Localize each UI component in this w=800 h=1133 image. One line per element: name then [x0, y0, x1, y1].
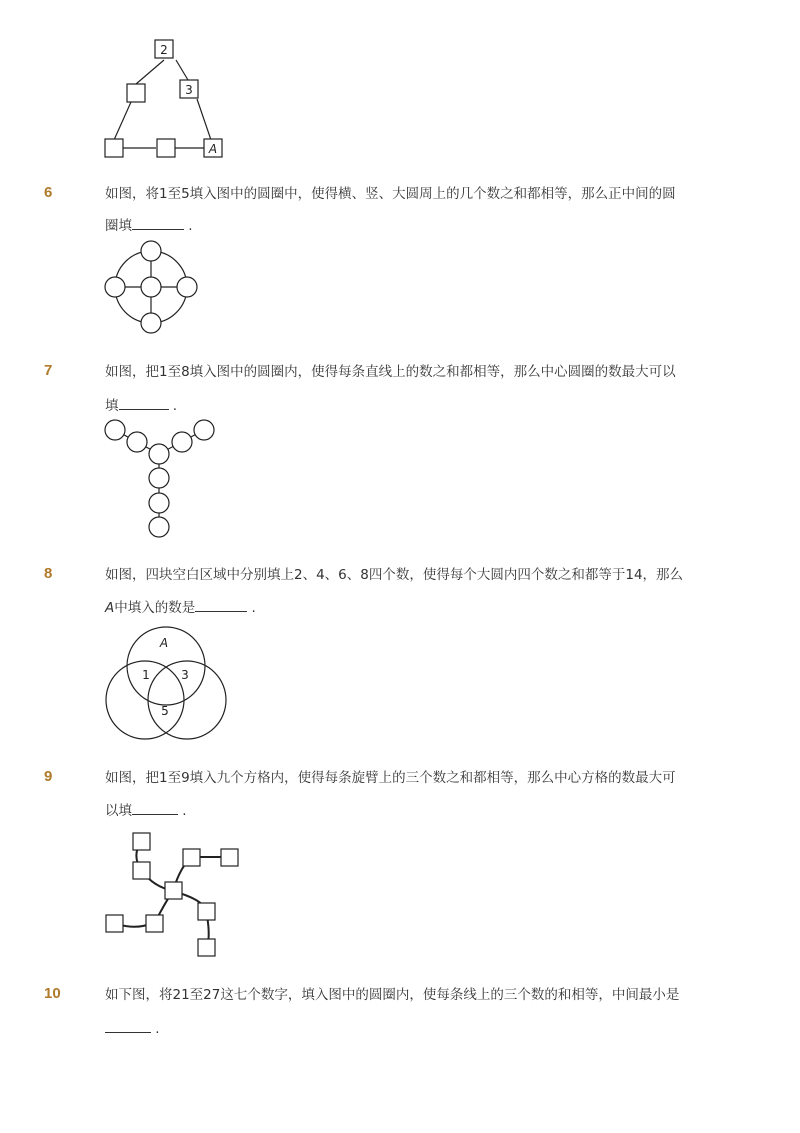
box-mid-right-label: 3 [185, 83, 193, 97]
question-8-text: 如图，四块空白区域中分别填上2、4、6、8四个数，使得每个大圆内四个数之和都等于14，那么 [105, 567, 684, 583]
venn-label-bottom: 5 [161, 704, 169, 718]
answer-blank [119, 395, 169, 410]
question-6-text: 如图，将1至5填入图中的圆圈中，使得横、竖、大圆周上的几个数之和都相等，那么正中间的圆 [105, 186, 676, 202]
question-10-suffix: . [155, 1021, 160, 1037]
triangle-figure [100, 36, 230, 160]
circle-center [141, 277, 161, 297]
venn-label-top: A [159, 636, 169, 650]
box-arm4-outer [106, 915, 123, 932]
question-6-suffix: . [188, 218, 193, 234]
box-bottom-left [105, 139, 123, 157]
circle-stem-2 [149, 493, 169, 513]
circle-stem-1 [149, 468, 169, 488]
question-6-number: 6 [44, 184, 53, 201]
spiral-arms-figure [100, 822, 245, 962]
answer-blank [132, 800, 178, 815]
question-9-number: 9 [44, 768, 53, 785]
venn-figure [100, 620, 235, 745]
question-7-text-line2 [105, 395, 177, 416]
box-bottom-right-label: A [208, 142, 218, 156]
box-arm2-outer [221, 849, 238, 866]
question-10-text: 如下图，将21至27这七个数字，填入图中的圆圈内，使每条线上的三个数的和相等，中间最小是 [105, 987, 680, 1003]
venn-label-left: 1 [142, 668, 150, 682]
y-shape-figure [100, 416, 220, 542]
question-7-text: 如图，把1至8填入图中的圆圈内，使得每条直线上的数之和都相等，那么中心圆圈的数最大可以 [105, 364, 676, 380]
answer-blank [105, 1018, 151, 1033]
venn-label-right: 3 [181, 668, 189, 682]
box-top-label: 2 [160, 43, 168, 57]
circle-arm-right-outer [194, 420, 214, 440]
cross-circle-figure [100, 238, 210, 338]
question-8-text-line2 [105, 597, 256, 618]
circle-arm-right-inner [172, 432, 192, 452]
circle-center [149, 444, 169, 464]
answer-blank [195, 597, 247, 612]
box-mid-left [127, 84, 145, 102]
question-8-variable: A [105, 600, 115, 616]
question-7-suffix: . [172, 398, 178, 414]
question-6-text-line2 [105, 215, 193, 236]
circle-right [177, 277, 197, 297]
circle-arm-left-inner [127, 432, 147, 452]
box-arm1-outer [133, 833, 150, 850]
question-7-number: 7 [44, 362, 53, 379]
question-9-text-line2 [105, 800, 187, 821]
box-arm4-inner [146, 915, 163, 932]
question-10-number: 10 [44, 985, 61, 1002]
question-7-prefix: 填 [105, 398, 119, 414]
question-9-prefix: 以填 [105, 803, 132, 819]
box-center [165, 882, 182, 899]
circle-top [141, 241, 161, 261]
answer-blank [132, 215, 184, 230]
question-10-text-line2 [105, 1018, 160, 1039]
question-9-text: 如图，把1至9填入九个方格内，使得每条旋臂上的三个数之和都相等，那么中心方格的数最大可 [105, 770, 676, 786]
box-arm1-inner [133, 862, 150, 879]
question-8-suffix: . [251, 600, 256, 616]
circle-left [105, 277, 125, 297]
circle-bottom [141, 313, 161, 333]
question-8-prefix: 中填入的数是 [114, 600, 196, 616]
circle-arm-left-outer [105, 420, 125, 440]
box-arm3-outer [198, 939, 215, 956]
circle-stem-3 [149, 517, 169, 537]
question-6-prefix: 圈填 [105, 218, 132, 234]
box-arm2-inner [183, 849, 200, 866]
question-9-suffix: . [182, 803, 187, 819]
box-bottom-mid [157, 139, 175, 157]
question-8-number: 8 [44, 565, 53, 582]
box-arm3-inner [198, 903, 215, 920]
